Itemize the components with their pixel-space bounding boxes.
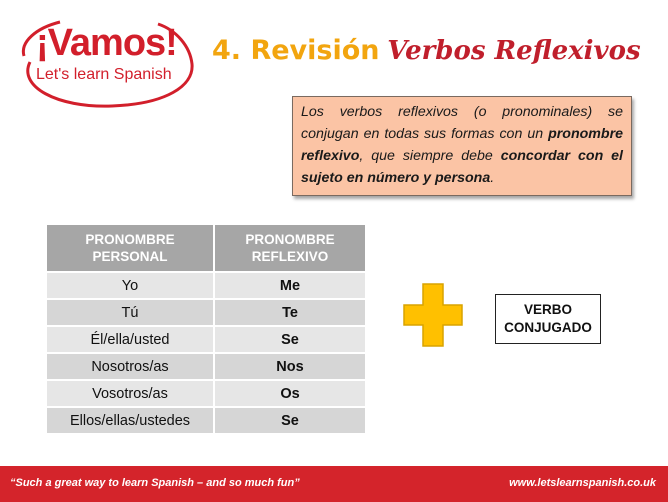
callout-text-1: Los verbos reflexivos (o pronominales) se conjugan en todas sus formas con un bbox=[301, 104, 623, 142]
verbo-conjugado-box bbox=[495, 294, 601, 344]
callout-bold-2: concordar con el sujeto en número y persona bbox=[301, 148, 623, 186]
slide-title-number: 4. Revisión bbox=[212, 35, 380, 66]
cell-personal: Tú bbox=[47, 299, 214, 326]
table-row bbox=[47, 299, 365, 326]
cell-personal: Él/ella/usted bbox=[47, 326, 214, 353]
logo-title: ¡Vamos! bbox=[36, 22, 177, 64]
table-row bbox=[47, 380, 365, 407]
logo-subtitle: Let's learn Spanish bbox=[36, 66, 172, 83]
pronoun-table bbox=[47, 225, 365, 435]
table-row bbox=[47, 326, 365, 353]
header-personal: PRONOMBRE PERSONAL bbox=[47, 225, 214, 272]
cell-reflexivo: Te bbox=[214, 299, 365, 326]
cell-reflexivo: Os bbox=[214, 380, 365, 407]
cell-reflexivo: Nos bbox=[214, 353, 365, 380]
table-row bbox=[47, 407, 365, 434]
footer-quote: “Such a great way to learn Spanish – and so much fun” bbox=[10, 477, 300, 489]
header-reflexivo: PRONOMBRE REFLEXIVO bbox=[214, 225, 365, 272]
verbo-line-1: VERBO bbox=[523, 302, 572, 317]
vamos-logo bbox=[16, 16, 196, 114]
cell-personal: Vosotros/as bbox=[47, 380, 214, 407]
cell-personal: Ellos/ellas/ustedes bbox=[47, 407, 214, 434]
callout-bold-1: pronombre reflexivo bbox=[301, 126, 623, 164]
cell-reflexivo: Se bbox=[214, 407, 365, 434]
footer-bar bbox=[0, 466, 668, 502]
table-header-row bbox=[47, 225, 365, 272]
cell-reflexivo: Se bbox=[214, 326, 365, 353]
callout-text-3: . bbox=[490, 170, 495, 186]
slide-title bbox=[212, 34, 641, 66]
slide-title-topic: Verbos Reflexivos bbox=[387, 36, 641, 66]
callout-text-2: , que siempre debe bbox=[359, 148, 501, 164]
plus-icon bbox=[402, 282, 464, 348]
cell-reflexivo: Me bbox=[214, 272, 365, 299]
table-row bbox=[47, 272, 365, 299]
footer-url[interactable]: www.letslearnspanish.co.uk bbox=[509, 477, 656, 489]
verbo-line-2: CONJUGADO bbox=[504, 320, 592, 335]
cell-personal: Yo bbox=[47, 272, 214, 299]
cell-personal: Nosotros/as bbox=[47, 353, 214, 380]
table-row bbox=[47, 353, 365, 380]
definition-callout bbox=[292, 96, 632, 196]
